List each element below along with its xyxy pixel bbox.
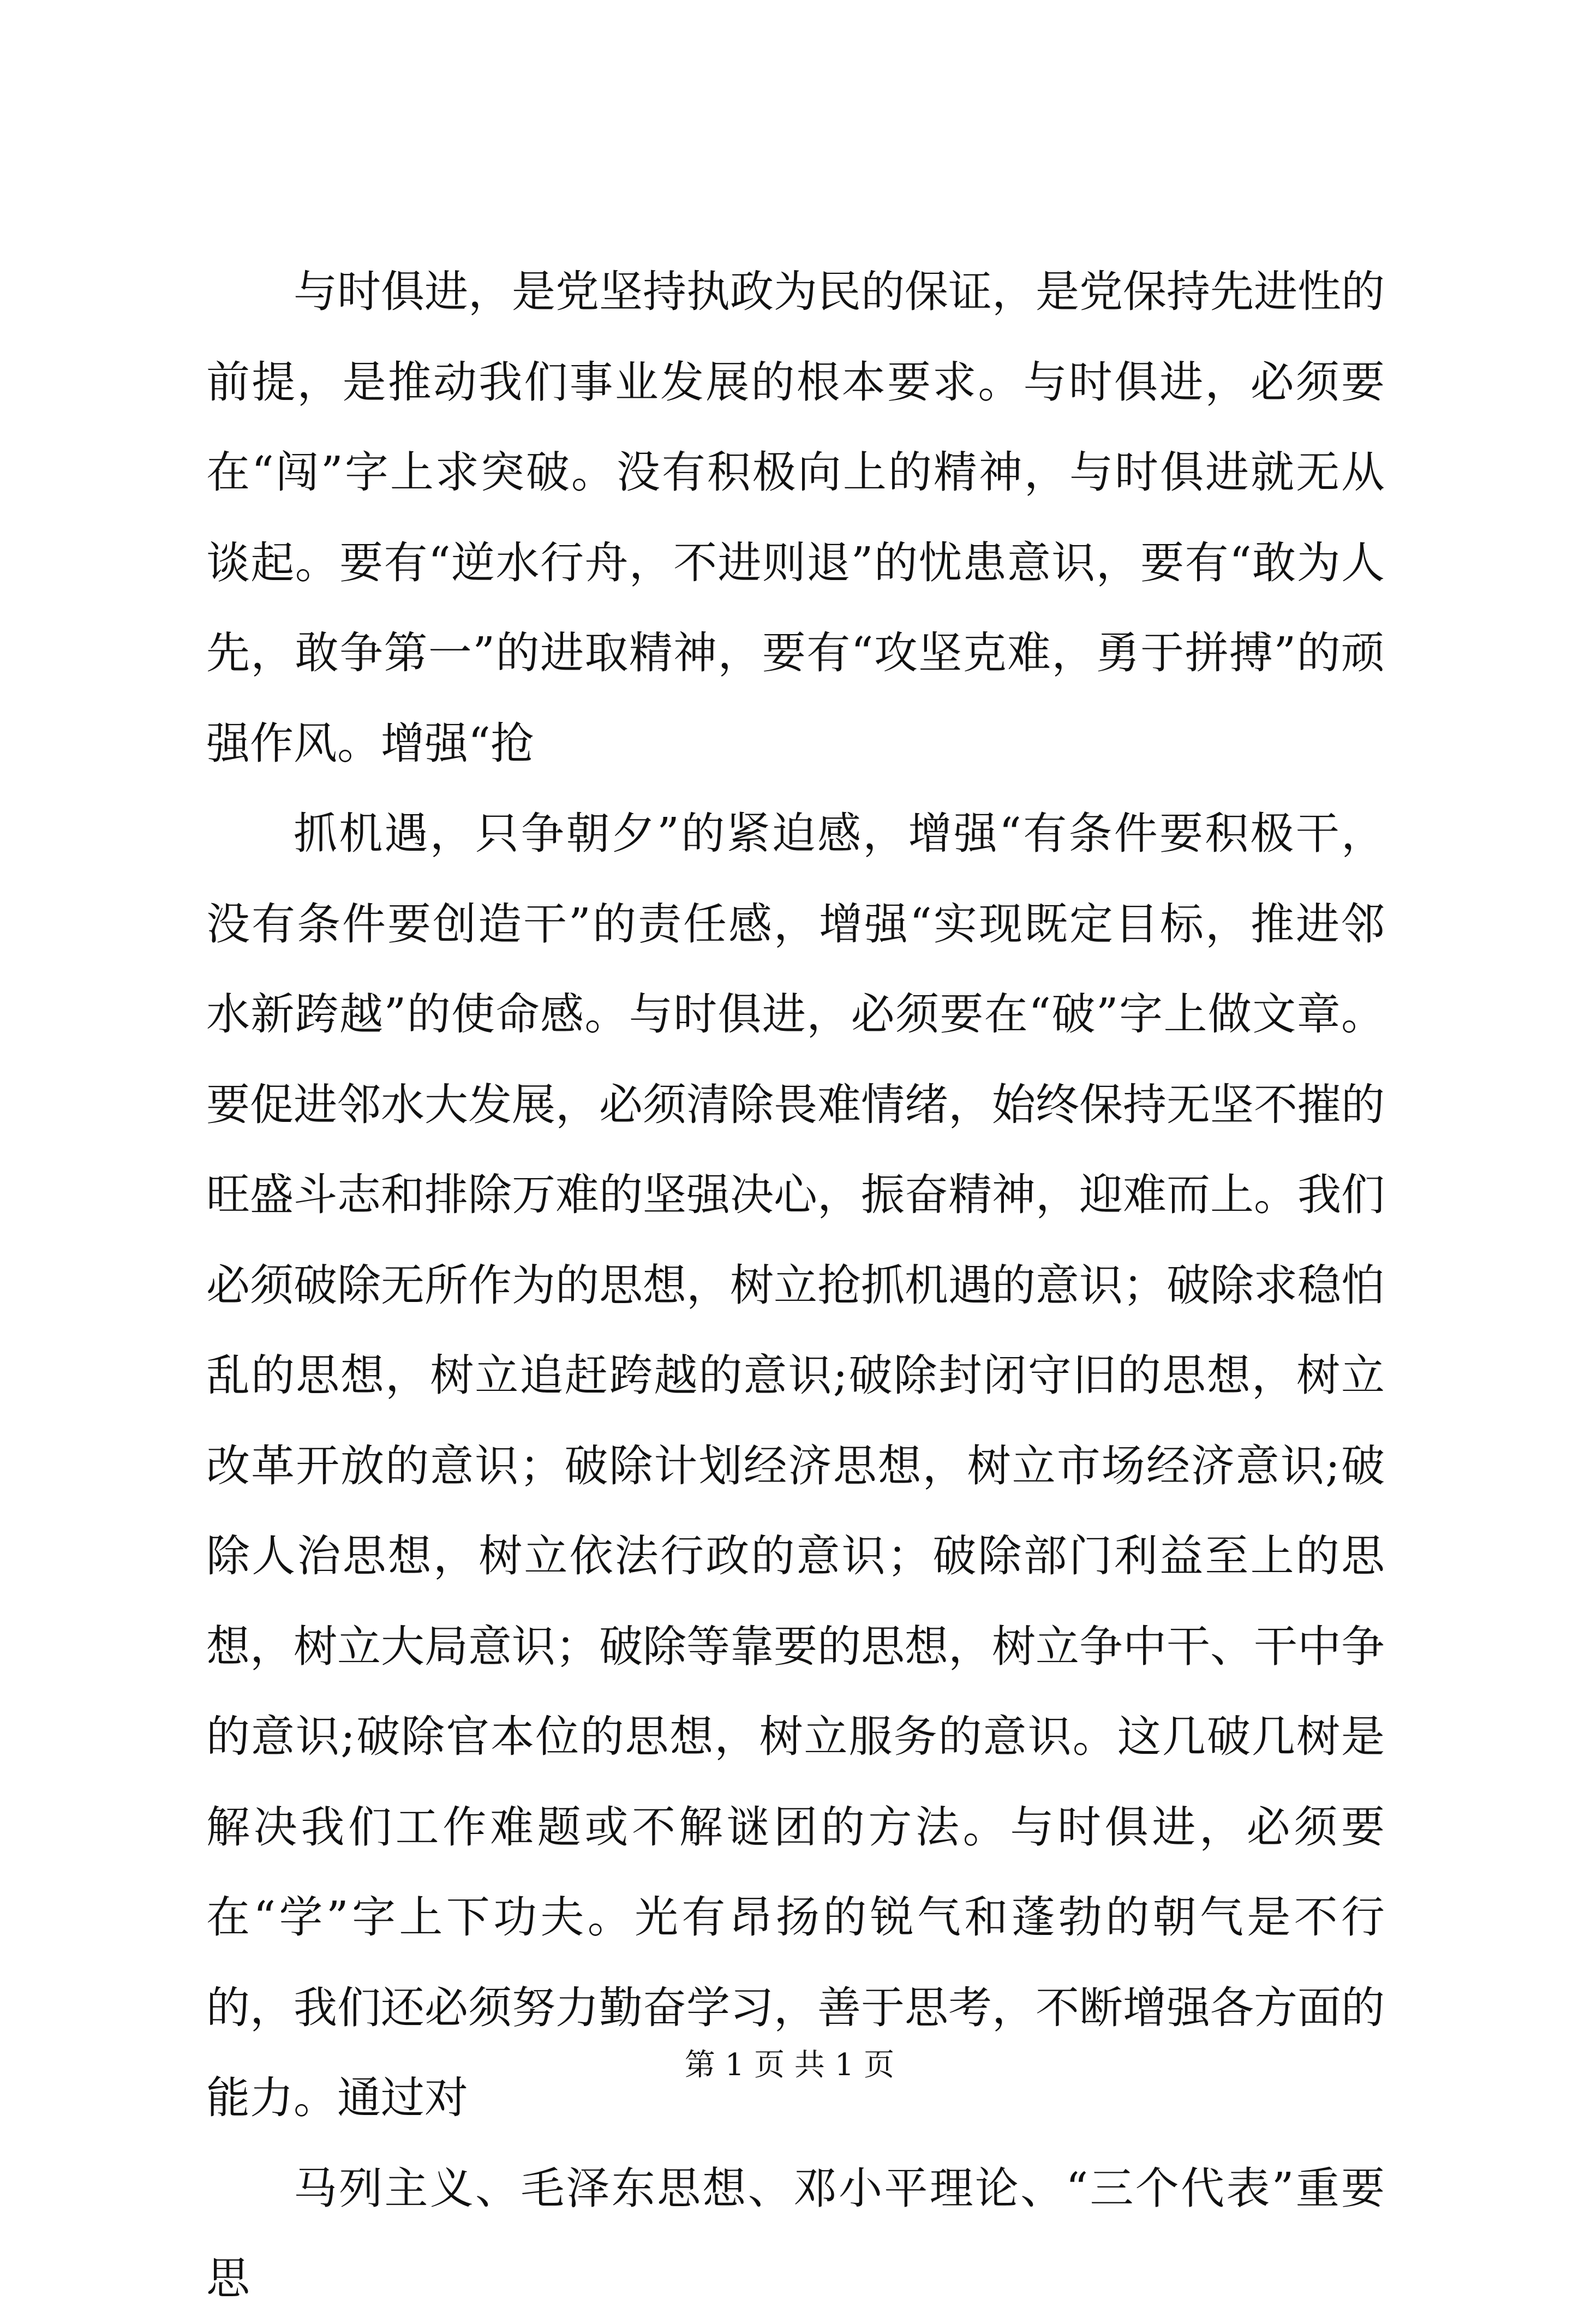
paragraph-2: 抓机遇，只争朝夕”的紧迫感，增强“有条件要积极干，没有条件要创造干”的责任感，增强“实现既定目标，推进邻水新跨越”的使命感。与时俱进，必须要在“破”字上做文章。要促进邻水大发展，必须清除畏难情绪，始终保持无坚不摧的旺盛斗志和排除万难的坚强决心，振奋精神，迎难而上。我们必须破除无所作为的思想，树立抢抓机遇的意识；破除求稳怕乱的思想，树立追赶跨越的意识;破除封闭守旧的思想，树立改革开放的意识；破除计划经济思想，树立市场经济意识;破除人治思想，树立依法行政的意识；破除部门利益至上的思想，树立大局意识；破除等靠要的思想，树立争中干、干中争的意识;破除官本位的思想，树立服务的意识。这几破几树是解决我们工作难题或不解谜团的方法。与时俱进，必须要在“学”字上下功夫。光有昂扬的锐气和蓬勃的朝气是不行的，我们还必须努力勤奋学习，善于思考，不断增强各方面的能力。通过对: [206, 808, 1385, 2123]
document-body: [206, 247, 1385, 2324]
paragraph-1: 与时俱进，是党坚持执政为民的保证，是党保持先进性的前提，是推动我们事业发展的根本要求。与时俱进，必须要在“闯”字上求突破。没有积极向上的精神，与时俱进就无从谈起。要有“逆水行舟，不进则退”的忧患意识，要有“敢为人先，敢争第一”的进取精神，要有“攻坚克难，勇于拼搏”的顽强作风。增强“抢: [206, 266, 1385, 769]
paragraph-3: 马列主义、毛泽东思想、邓小平理论、“三个代表”重要思: [206, 2162, 1385, 2304]
page-footer: 第 1 页 共 1 页: [684, 2047, 895, 2083]
